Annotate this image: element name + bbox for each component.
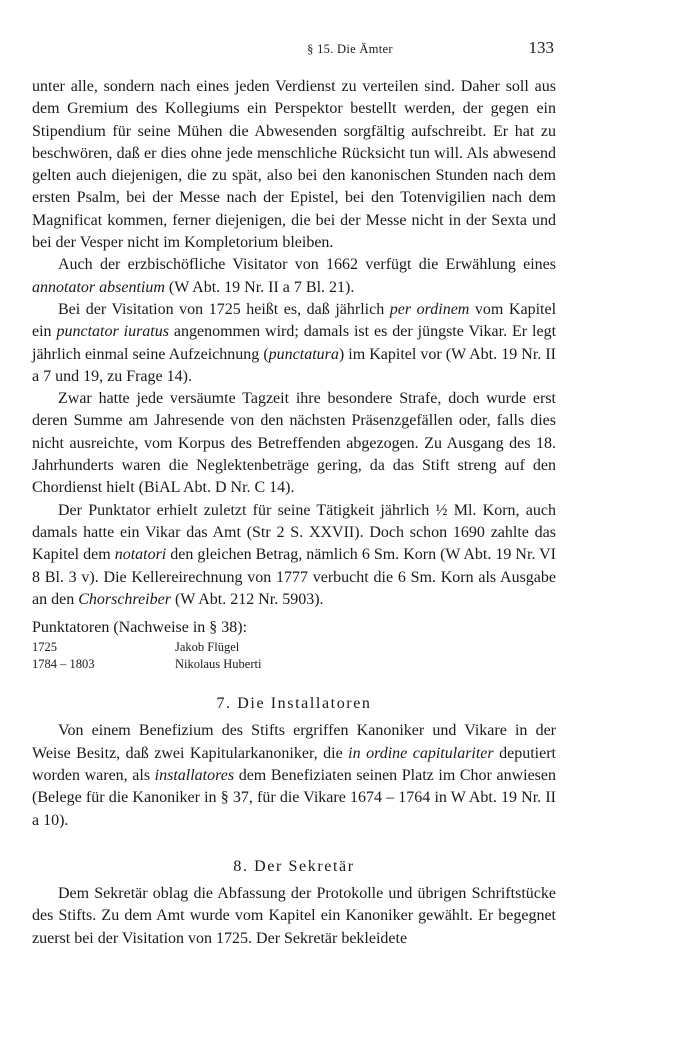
section-8-heading: 8. Der Sekretär <box>233 857 355 875</box>
list-name: Jakob Flügel <box>175 640 240 655</box>
latin-term: in ordine capitulariter <box>348 744 494 762</box>
text-run: (W Abt. 212 Nr. 5903). <box>170 590 324 608</box>
paragraph-1: unter alle, sondern nach eines jeden Verdienst zu verteilen sind. Daher soll aus dem Gremium des Kollegiums ein Perspektor bestellt werden, der gegen ein Stipendium für seine Mühen die Abwesenden sorgfältig aufschreibt. Er hat zu beschwören, daß er dies ohne jede menschliche Rücksicht tun will. Als abwesend gelten auch diejenigen, die zu spät, also bei den kanonischen Stunden nach dem ersten Psalm, bei der Messe nach der Epistel, bei den Totenvigilien nach dem Magnificat kommen, ferner diejenigen, die bei der Messe nicht in der Sexta und bei der Vesper nicht im Kompletorium bleiben. <box>32 78 556 252</box>
running-title: § 15. Die Ämter <box>307 42 393 56</box>
latin-term: annotator absentium <box>32 278 165 296</box>
section-7-paragraph <box>32 720 556 831</box>
latin-term: installatores <box>154 767 235 785</box>
text-run: Auch der erzbischöfliche Visitator von 1662 verfügt die Erwählung eines <box>58 256 556 274</box>
punktatoren-list <box>32 639 556 673</box>
text-run: angenommen wird; damals ist es der jüngste Vikar. Er legt jährlich einmal seine Aufzeichnung ( <box>32 323 557 363</box>
list-item <box>32 656 556 673</box>
text-run: Von einem Benefizium des Stifts ergriffen Kanoniker und Vikare in der Weise Besitz, daß zwei Kapitularkanoniker, die <box>32 722 556 762</box>
latin-term: Chorschreiber <box>78 590 171 608</box>
text-run: ) im Kapitel vor (W Abt. 19 Nr. II a 7 und 19, zu Frage 14). <box>32 345 557 385</box>
running-head <box>0 38 700 62</box>
list-years: 1784 – 1803 <box>32 657 95 672</box>
latin-term: per ordinem <box>389 300 470 318</box>
text-run: den gleichen Betrag, nämlich 6 Sm. Korn (W Abt. 19 Nr. VI 8 Bl. 3 v). Die Kellereirechnung von 1777 verbucht die 6 Sm. Korn als Ausgabe an den <box>32 546 557 608</box>
paragraph-3 <box>32 299 556 388</box>
section-8-paragraph: Dem Sekretär oblag die Abfassung der Protokolle und übrigen Schriftstücke des Stifts. Zu dem Amt wurde vom Kapitel ein Kanoniker gewählt. Er begegnet zuerst bei der Visitation von 1725. Der Sekretär bekleidete <box>32 884 556 947</box>
latin-term: punctator iuratus <box>56 323 169 341</box>
latin-term: notatori <box>114 546 167 564</box>
punktatoren-heading: Punktatoren (Nachweise in § 38): <box>32 619 248 637</box>
paragraph-5 <box>32 500 556 611</box>
text-run: vom Kapitel ein <box>32 300 557 341</box>
text-run: deputiert worden waren, als <box>32 744 556 785</box>
paragraph-4: Zwar hatte jede versäumte Tagzeit ihre besondere Strafe, doch wurde erst deren Summe am Jahresende von den nächsten Präsenzgefällen oder, falls dies nicht ausreichte, vom Korpus des Betreffenden abgezogen. Zu Ausgang des 18. Jahrhunderts waren die Neglektenbeträge gering, da das Stift streng auf den Chordienst hielt (BiAL Abt. D Nr. C 14). <box>32 390 556 497</box>
text-run: Der Punktator erhielt zuletzt für seine Tätigkeit jährlich ½ Ml. Korn, auch damals hatte ein Vikar das Amt (Str 2 S. XXVII). Doch schon 1690 zahlte das Kapitel dem <box>32 501 556 564</box>
body-text <box>32 76 556 950</box>
text-run: (W Abt. 19 Nr. II a 7 Bl. 21). <box>164 278 355 296</box>
section-7-heading: 7. Die Installatoren <box>216 695 372 713</box>
latin-term: punctatura <box>268 345 339 363</box>
paragraph-2 <box>32 254 556 299</box>
text-run: Bei der Visitation von 1725 heißt es, daß jährlich <box>58 300 390 318</box>
list-years: 1725 <box>32 640 57 655</box>
page-number: 133 <box>528 38 554 57</box>
list-name: Nikolaus Huberti <box>175 657 262 672</box>
text-run: dem Benefiziaten seinen Platz im Chor anwiesen (Belege für die Kanoniker in § 37, für die Vikare 1674 – 1764 in W Abt. 19 Nr. II a 10). <box>32 767 557 829</box>
list-item <box>32 639 556 656</box>
